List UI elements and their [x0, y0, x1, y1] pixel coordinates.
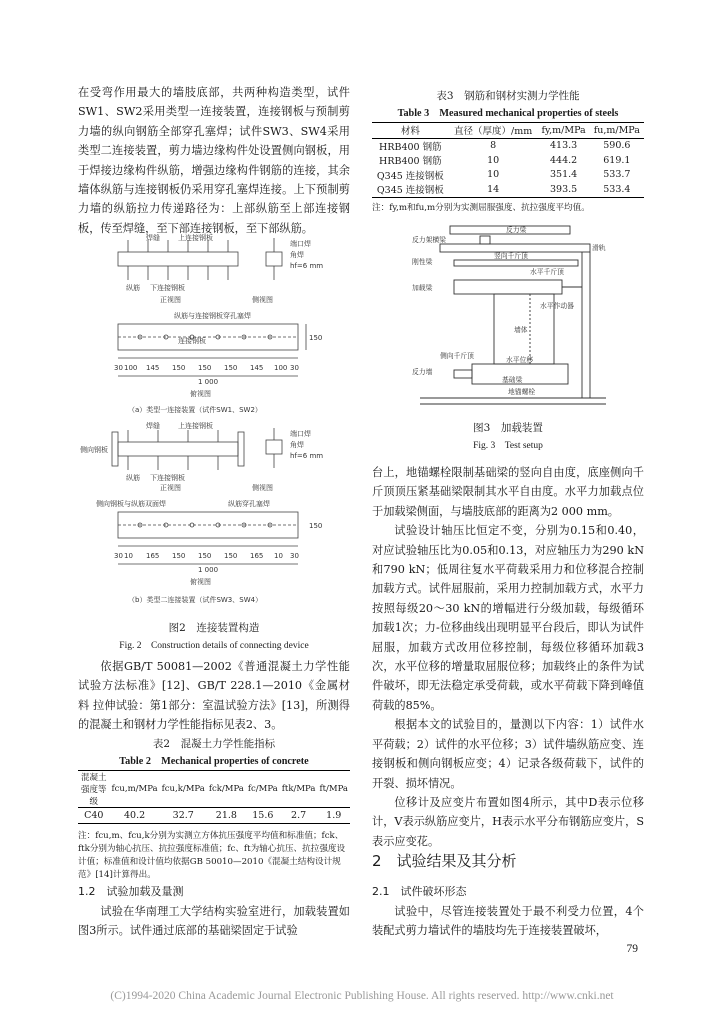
- fig2b-label-fillet: 角焊: [290, 441, 304, 449]
- table-3-cell: 10: [487, 154, 500, 166]
- table-3-cell: 393.5: [538, 182, 590, 197]
- fig2a-dim-8: 30: [290, 364, 299, 372]
- table-2-header: fcu,m/MPa: [110, 771, 160, 808]
- table-2: [78, 736, 350, 882]
- section-1-2: [78, 883, 350, 941]
- fig2b-view-plan: 俯视图: [190, 578, 211, 586]
- right-para-2: 试验设计轴压比恒定不变，分别为0.15和0.40，对应试验轴压比为0.05和0.13，对应轴压力为290 kN和790 kN；低周往复水平荷载采用力和位移混合控制加载方式。试件屈服前，采用力控制加载方式，水平力按照每级20～30 kN的增幅进行分级加载，每级循环加载1次；力-位移曲线出现明显平台段后，即认为试件屈服，加载方式改用位移控制，每级位移循环加载3次，水平位移的增量取屈服位移；加载终止的条件为试件破坏，即无法稳定承受荷载，或水平荷载下降到峰值荷载的85%。: [372, 524, 644, 712]
- right-paragraphs: [372, 463, 644, 851]
- figure-2-drawing: [78, 232, 350, 618]
- fig2a-label-lower-plate: 下连接钢板: [150, 284, 185, 292]
- fig2a-dim-total: 1 000: [198, 378, 219, 386]
- fig3-label-horiz-jack: 水平千斤顶: [530, 268, 564, 276]
- fig3-label-rail: 滑轨: [592, 244, 606, 252]
- figure-3-caption-en: Fig. 3 Test setup: [473, 441, 543, 451]
- fig3-label-reaction-wall: 反力墙: [412, 368, 433, 376]
- table-3-caption-en: Table 3 Measured mechanical properties of steels: [397, 108, 619, 119]
- fig2b-dim-1: 10: [124, 552, 133, 560]
- section-1-2-para: 试验在华南理工大学结构实验室进行，加载装置如图3所示。试件通过底部的基础梁固定于试验: [78, 905, 350, 938]
- table-3-cell: 10: [487, 169, 500, 181]
- section-2-1: [372, 883, 644, 941]
- table-2-header: 混凝土强度等级: [78, 771, 110, 808]
- figure-3-caption: [372, 420, 644, 451]
- table-2-note: 注：fcu,m、fcu,k分别为实测立方体抗压强度平均值和标准值；fck、ftk分别为轴心抗压、抗拉强度标准值；fc、ft为轴心抗压、抗拉强度设计值；标准值和设计值均依据GB 50010—2010《混凝土结构设计规范》[14]计算得出。: [78, 830, 346, 880]
- figure-2-caption-en: Fig. 2 Construction details of connecting device: [119, 641, 309, 651]
- fig2b-dim-7: 10: [274, 552, 283, 560]
- fig2b-label-hf: hf=6 mm: [290, 452, 324, 460]
- table-2-cell: 40.2: [110, 808, 160, 824]
- table-2-cell: C40: [78, 808, 110, 824]
- fig3-label-vert-jack: 竖向千斤顶: [494, 252, 528, 260]
- fig3-label-side-jack: 侧向千斤顶: [440, 352, 474, 360]
- table-3-cell: 533.4: [590, 182, 644, 197]
- fig3-label-reaction-beam: 反力梁: [506, 226, 527, 234]
- fig2b-dim-5: 150: [224, 552, 238, 560]
- fig2a-label-upper-plate: 上连接钢板: [178, 234, 213, 242]
- fig2a-view-side: 侧视图: [252, 296, 273, 304]
- table-row: [372, 153, 644, 168]
- fig2b-subcaption: （b）类型二连接装置（试件SW3、SW4）: [128, 596, 263, 604]
- table-3-cell: HRB400 钢筋: [379, 141, 442, 153]
- fig2b-dim-6: 165: [250, 552, 264, 560]
- fig3-label-loading-beam: 加载梁: [412, 284, 433, 292]
- table-row: [372, 138, 644, 153]
- table-2-cell: 32.7: [160, 808, 207, 824]
- fig3-label-base-beam: 基础梁: [502, 376, 523, 384]
- fig2b-view-side: 侧视图: [252, 484, 273, 492]
- section-2-1-para: 试验中，尽管连接装置处于最不利受力位置，4个装配式剪力墙试件的墙肢均先于连接装置破坏，: [372, 905, 644, 938]
- fig2a-dim-2: 145: [146, 364, 160, 372]
- fig2a-dim-1: 100: [124, 364, 138, 372]
- figure-2-caption: [78, 620, 350, 651]
- fig2a-dim-0: 30: [114, 364, 123, 372]
- left-top-paragraph: 在受弯作用最大的墙肢底部，共两种构造类型，试件SW1、SW2采用类型一连接装置，连接钢板与预制剪力墙的纵向钢筋全部穿孔塞焊；试件SW3、SW4采用类型二连接装置，剪力墙边缘构件处设置侧向钢板，用于焊接边缘构件纵筋，增强边缘构件钢筋的连接，其余墙体纵筋与连接钢板仍采用穿孔塞焊连接。上下预制剪力墙的纵筋拉力传递路径为：上部纵筋至上部连接钢板，传至焊缝，至下部连接钢板，至下部纵筋。: [78, 86, 350, 235]
- fig2b-dim-total: 1 000: [198, 566, 219, 574]
- right-para-3: 根据本文的试验目的，量测以下内容：1）试件水平荷载；2）试件的水平位移；3）试件墙纵筋应变、连接钢板和侧向钢板应变；4）记录各级荷载下，试件的开裂、损坏情况。: [372, 718, 644, 790]
- fig3-label-actuator: 水平作动器: [540, 302, 574, 310]
- fig2a-label-end-weld: 端口焊: [290, 240, 311, 248]
- table-row: [372, 182, 644, 197]
- fig2a-label-fillet: 角焊: [290, 251, 304, 259]
- fig2b-dim-8: 30: [290, 552, 299, 560]
- fig2a-dim-7: 100: [274, 364, 288, 372]
- table-3-caption-cn: 表3 钢筋和钢材实测力学性能: [436, 90, 580, 102]
- table-3-cell: 413.3: [550, 140, 578, 152]
- table-3-header: fu,m/MPa: [590, 123, 644, 139]
- fig2a-view-front: 正视图: [160, 296, 181, 304]
- fig2b-label-rebar: 纵筋: [126, 474, 140, 482]
- fig2a-subcaption: （a）类型一连接装置（试件SW1、SW2）: [128, 406, 262, 414]
- table-2-cell: 15.6: [246, 808, 280, 824]
- fig2b-label-end-weld: 端口焊: [290, 430, 311, 438]
- fig2b-dim-3: 150: [172, 552, 186, 560]
- fig2b-label-upper-plate: 上连接钢板: [178, 422, 213, 430]
- fig2a-label-plate: 连接钢板: [178, 337, 206, 345]
- table-2-cell: 21.8: [207, 808, 246, 824]
- fig3-label-wall: 墙体: [514, 326, 528, 334]
- fig2a-label-rebar: 纵筋: [126, 284, 140, 292]
- fig3-label-anchor: 地锚螺栓: [508, 388, 536, 396]
- fig2a-label-hf: hf=6 mm: [290, 262, 324, 270]
- section-1-2-title: 1.2 试验加载及量测: [78, 885, 184, 898]
- figure-3-caption-cn: 图3 加载装置: [473, 422, 543, 434]
- page-number: 79: [626, 943, 638, 955]
- figure-2-caption-cn: 图2 连接装置构造: [168, 622, 260, 634]
- fig2b-view-front: 正视图: [160, 484, 181, 492]
- table-row: [78, 808, 350, 824]
- table-3-cell: 619.1: [603, 154, 631, 166]
- fig2b-dim-0: 30: [114, 552, 123, 560]
- fig2b-dim-2: 165: [146, 552, 160, 560]
- fig3-label-frame-beam: 反力架横梁: [412, 236, 446, 244]
- fig2a-dim-6: 145: [250, 364, 264, 372]
- table-2-caption-cn: 表2 混凝土力学性能指标: [152, 738, 276, 750]
- section-2-1-title: 2.1 试件破坏形态: [372, 885, 467, 898]
- section-2: [372, 850, 644, 871]
- table-2-header: ft/MPa: [317, 771, 350, 808]
- right-para-1: 台上，地锚螺栓限制基础梁的竖向自由度，底座侧向千斤顶顶压紧基础梁限制其水平自由度。水平力加载点位于加载梁侧面，与墙肢底部的距离为2 000 mm。: [372, 466, 644, 518]
- table-2-header: fck/MPa: [207, 771, 246, 808]
- figure-2: [78, 232, 350, 618]
- table-2-grid: [78, 770, 350, 824]
- fig2a-label-plug-weld: 纵筋与连接钢板穿孔塞焊: [174, 312, 251, 320]
- fig2a-view-plan: 俯视图: [190, 390, 211, 398]
- table-3-cell: 14: [449, 182, 538, 197]
- fig2a-dim-5: 150: [224, 364, 238, 372]
- figure-3-drawing: [410, 222, 610, 418]
- table-3-cell: 8: [490, 140, 497, 152]
- fig3-label-rigid-beam: 刚性梁: [412, 258, 433, 266]
- page-footer: (C)1994-2020 China Academic Journal Electronic Publishing House. All rights reserved. http://www.cnki.net: [110, 990, 614, 1002]
- table-3-cell: Q345 连接钢板: [376, 170, 444, 182]
- section-2-title: 2 试验结果及其分析: [372, 852, 517, 870]
- fig2b-label-double-weld: 侧向钢板与纵筋双面焊: [96, 500, 166, 508]
- table-3-header: 材料: [372, 123, 449, 139]
- table-2-cell: 1.9: [317, 808, 350, 824]
- fig2a-dim-side: 150: [309, 334, 323, 342]
- table-2-header: ftk/MPa: [280, 771, 318, 808]
- fig2b-dim-side: 150: [309, 522, 323, 530]
- table-2-header: fc/MPa: [246, 771, 280, 808]
- table-3-cell: Q345 连接钢板: [372, 182, 449, 197]
- table-2-caption-en: Table 2 Mechanical properties of concrete: [119, 756, 309, 767]
- fig2b-dim-4: 150: [198, 552, 212, 560]
- table-2-cell: 2.7: [280, 808, 318, 824]
- fig3-label-disp: 水平位移: [506, 356, 534, 364]
- table-3-cell: 533.7: [603, 169, 631, 181]
- table-3-note: 注：fy,m和fu,m分别为实测屈服强度、抗拉强度平均值。: [372, 202, 590, 213]
- table-3-cell: 351.4: [550, 169, 578, 181]
- table-row: [372, 168, 644, 183]
- figure-3: [410, 222, 610, 418]
- left-para-2: 依据GB/T 50081—2002《普通混凝土力学性能试验方法标准》[12]、GB/T 228.1—2010《金属材料 拉伸试验：第1部分：室温试验方法》[13]，所测得的混凝土和钢材力学性能指标见表2、3。: [78, 660, 350, 732]
- table-3: [372, 88, 644, 215]
- table-3-cell: 590.6: [603, 140, 631, 152]
- table-2-header: fcu,k/MPa: [160, 771, 207, 808]
- fig2b-label-weld: 焊缝: [146, 422, 160, 430]
- right-para-4: 位移计及应变片布置如图4所示，其中D表示位移计，V表示纵筋应变片，H表示水平分布钢筋应变片，S表示应变花。: [372, 795, 644, 848]
- table-3-cell: 444.2: [550, 154, 578, 166]
- table-3-header: 直径（厚度）/mm: [449, 123, 538, 139]
- fig2a-label-weld: 焊缝: [146, 234, 160, 242]
- fig2b-label-plug-weld: 纵筋穿孔塞焊: [228, 500, 270, 508]
- fig2b-label-lower-plate: 下连接钢板: [150, 474, 185, 482]
- table-3-header: fy,m/MPa: [538, 123, 590, 139]
- left-column: [78, 83, 350, 238]
- fig2a-dim-4: 150: [198, 364, 212, 372]
- fig2b-label-side-plate: 侧向钢板: [80, 446, 108, 454]
- table-3-cell: HRB400 钢筋: [379, 156, 442, 168]
- table-3-grid: [372, 122, 644, 198]
- fig2a-dim-3: 150: [172, 364, 186, 372]
